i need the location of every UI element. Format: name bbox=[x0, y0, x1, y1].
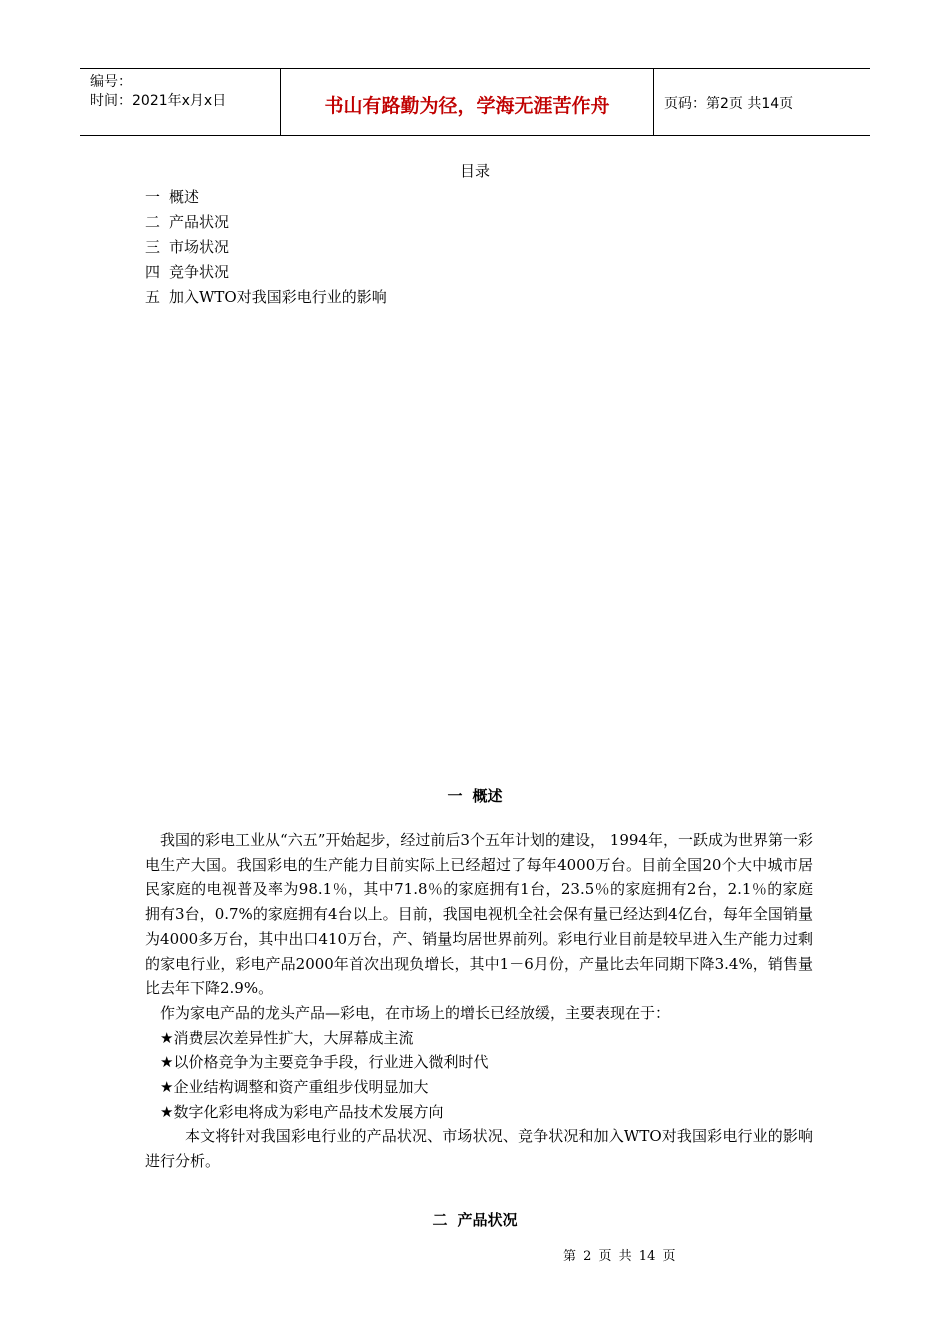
header-meta-cell bbox=[80, 69, 281, 135]
bullet-text: 企业结构调整和资产重组步伐明显加大 bbox=[173, 1078, 429, 1097]
toc-item[interactable] bbox=[145, 285, 387, 310]
star-icon: ★ bbox=[160, 1102, 174, 1121]
code-label: 编号： bbox=[90, 74, 132, 90]
star-icon: ★ bbox=[160, 1053, 174, 1072]
section-body bbox=[145, 828, 813, 1174]
toc-item[interactable] bbox=[145, 235, 387, 260]
section-title: 概述 bbox=[472, 787, 503, 805]
toc-item[interactable] bbox=[145, 260, 387, 285]
header-page-cell bbox=[654, 69, 870, 135]
page-footer: 第 2 页 共 14 页 bbox=[563, 1249, 676, 1264]
toc-item-label: 市场状况 bbox=[169, 238, 230, 256]
time-label: 时间：2021年x月x日 bbox=[90, 93, 227, 109]
paragraph: 我国的彩电工业从“六五”开始起步，经过前后3个五年计划的建设， 1994年，一跃成为世界第一彩电生产大国。我国彩电的生产能力目前实际上已经超过了每年4000万台。目前全国20个大中城市居民家庭的电视普及率为98.1％，其中71.8％的家庭拥有1台，23.5％的家庭拥有2台，2.1％的家庭拥有3台，0.7%的家庭拥有4台以上。目前，我国电视机全社会保有量已经达到4亿台，每年全国销量为4000多万台，其中出口410万台，产、销量均居世界前列。彩电行业目前是较早进入生产能力过剩的家电行业，彩电产品2000年首次出现负增长，其中1－6月份，产量比去年同期下降3.4%，销售量比去年下降2.9%。 bbox=[145, 831, 813, 998]
toc-item-number: 三 bbox=[145, 238, 161, 256]
section-number: 一 bbox=[447, 787, 463, 805]
star-icon: ★ bbox=[160, 1078, 174, 1097]
paragraph: 本文将针对我国彩电行业的产品状况、市场状况、竞争状况和加入WTO对我国彩电行业的影响进行分析。 bbox=[145, 1127, 813, 1171]
bullet-text: 以价格竞争为主要竞争手段，行业进入微利时代 bbox=[173, 1053, 489, 1072]
toc-item-label: 概述 bbox=[169, 188, 200, 206]
toc-item[interactable] bbox=[145, 210, 387, 235]
toc-item-label: 加入WTO对我国彩电行业的影响 bbox=[169, 288, 387, 306]
motto-text: 书山有路勤为径，学海无涯苦作舟 bbox=[324, 94, 610, 117]
section-number: 二 bbox=[432, 1211, 448, 1229]
section-heading bbox=[0, 785, 950, 806]
toc-item-label: 产品状况 bbox=[169, 213, 230, 231]
bullet-item bbox=[145, 1026, 813, 1051]
header-motto-cell bbox=[281, 69, 654, 135]
star-icon: ★ bbox=[160, 1028, 174, 1047]
bullet-text: 数字化彩电将成为彩电产品技术发展方向 bbox=[173, 1102, 444, 1121]
page-info: 页码：第2页 共14页 bbox=[664, 96, 794, 112]
table-of-contents bbox=[145, 185, 387, 310]
section-title: 产品状况 bbox=[457, 1211, 518, 1229]
bullet-item bbox=[145, 1100, 813, 1125]
page-header bbox=[80, 68, 870, 136]
bullet-text: 消费层次差异性扩大，大屏幕成主流 bbox=[173, 1028, 414, 1047]
paragraph: 作为家电产品的龙头产品—彩电，在市场上的增长已经放缓，主要表现在于： bbox=[160, 1003, 671, 1022]
toc-item-number: 四 bbox=[145, 263, 161, 281]
toc-item[interactable] bbox=[145, 185, 387, 210]
toc-item-number: 二 bbox=[145, 213, 161, 231]
toc-item-number: 一 bbox=[145, 188, 161, 206]
section-heading bbox=[0, 1209, 950, 1230]
bullet-item bbox=[145, 1050, 813, 1075]
toc-title: 目录 bbox=[459, 162, 490, 180]
toc-item-number: 五 bbox=[145, 288, 161, 306]
toc-item-label: 竞争状况 bbox=[169, 263, 230, 281]
bullet-item bbox=[145, 1075, 813, 1100]
